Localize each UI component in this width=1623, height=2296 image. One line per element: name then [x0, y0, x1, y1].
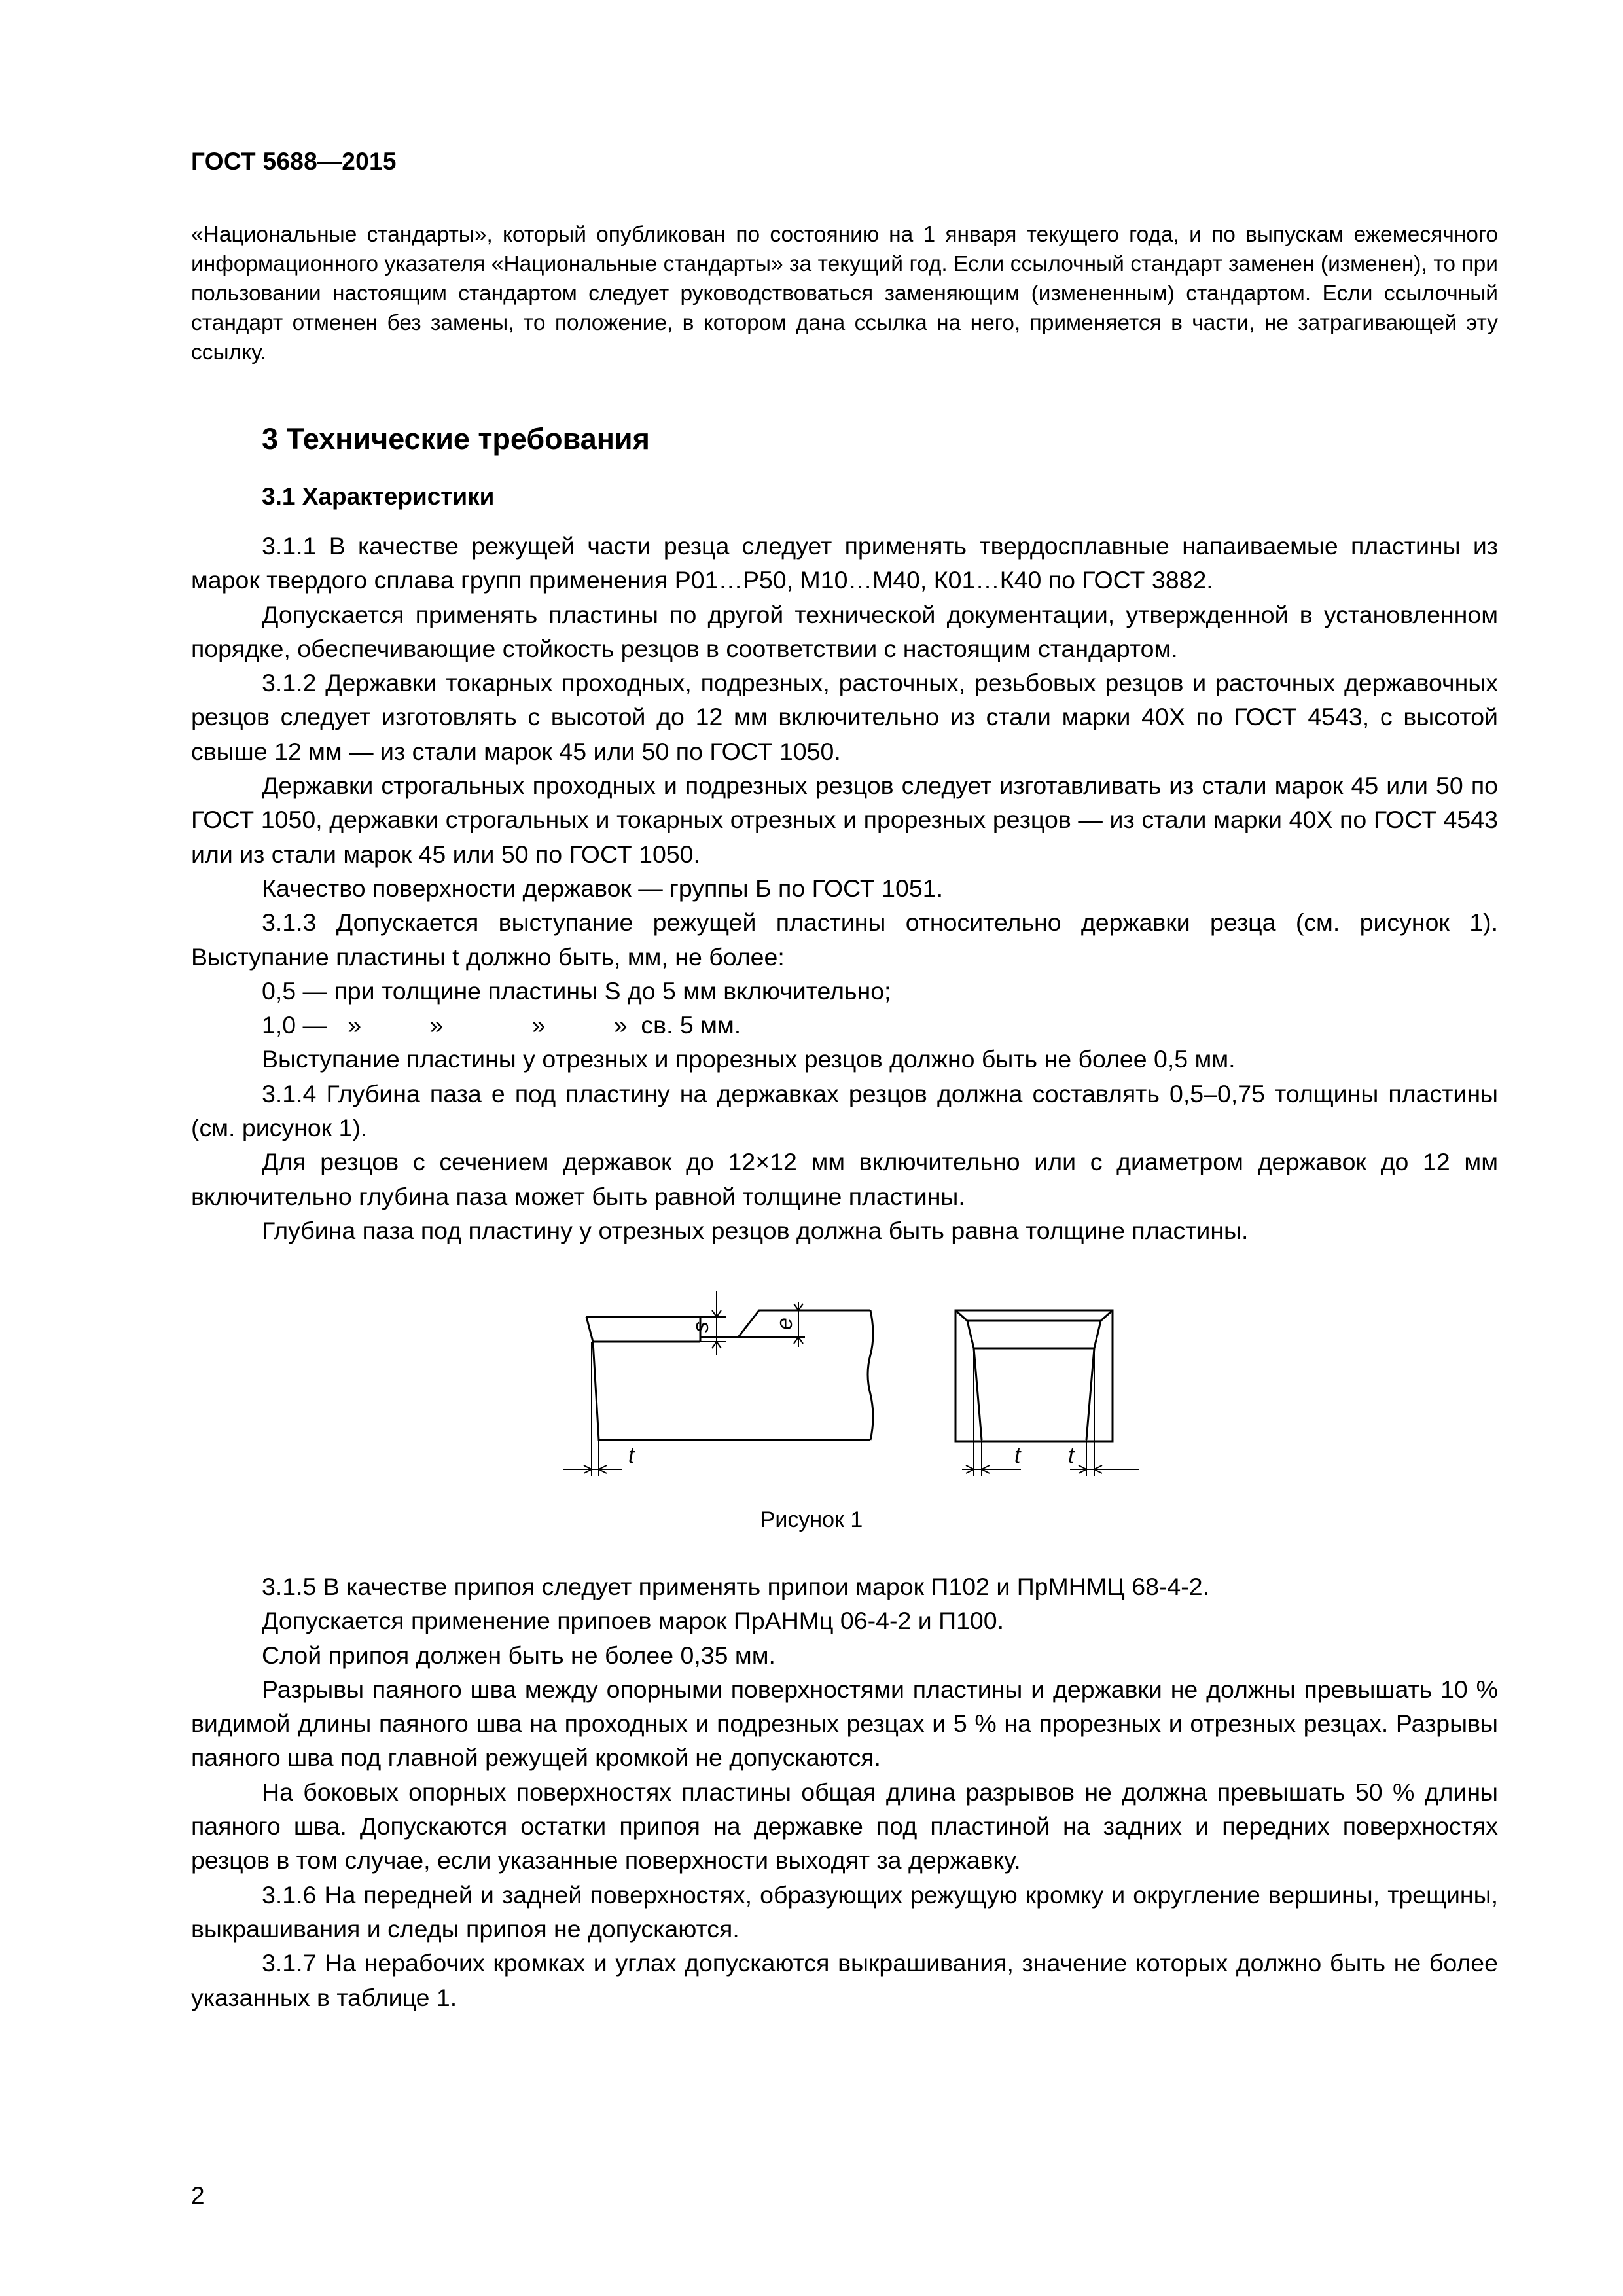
protrusion-line-1: 0,5 — при толщине пластины S до 5 мм включительно; [262, 977, 891, 1005]
paragraph-side-surfaces: На боковых опорных поверхностях пластины общая длина разрывов не должна превышать 50 % длины паяного шва. Допускаются остатки припоя на державке под пластиной на задних и передних поверхностях резцов в том случае, если указанные поверхности выходят за державку. [191, 1778, 1498, 1874]
paragraph-cutoff-groove: Глубина паза под пластину у отрезных резцов должна быть равна толщине пластины. [262, 1216, 1249, 1244]
paragraph-solder-layer: Слой припоя должен быть не более 0,35 мм. [262, 1641, 776, 1669]
protrusion-line-2: 1,0 — » » » » св. 5 мм. [262, 1011, 741, 1039]
label-t-right-2: t [1068, 1443, 1075, 1468]
paragraph-solder-alt: Допускается применение припоев марок ПрАНМц 06-4-2 и П100. [262, 1607, 1005, 1635]
intro-text: «Национальные стандарты», который опубликован по состоянию на 1 января текущего года, и по выпускам ежемесячного информационного указателя «Национальные стандарты» за текущий год. Если ссылочный стандарт заменен (изменен), то при пользовании настоящим стандартом следует руководствоваться заменяющим (измененным) стандартом. Если ссылочный стандарт отменен без замены, то положение, в котором дана ссылка на него, применяется в части, не затрагивающей эту ссылку. [191, 223, 1498, 365]
paragraph-3-1-7: 3.1.7 На нерабочих кромках и углах допускаются выкрашивания, значение которых должно быть не более указанных в таблице 1. [191, 1949, 1498, 2011]
cutter-front-view [955, 1310, 1113, 1476]
subsection-title: 3.1 Характеристики [262, 483, 495, 510]
document-header: ГОСТ 5688—2015 [191, 148, 397, 175]
paragraph-3-1-2: 3.1.2 Державки токарных проходных, подрезных, расточных, резьбовых резцов и расточных державочных резцов следует изготовлять с высотой до 12 мм включительно из стали марки 40Х по ГОСТ 4543, с высотой свыше 12 мм — из стали марок 45 или 50 по ГОСТ 1050. [191, 669, 1498, 765]
paragraph-3-1-5: 3.1.5 В качестве припоя следует применять припои марок П102 и ПрМНМЦ 68-4-2. [262, 1573, 1210, 1600]
page-number: 2 [191, 2182, 205, 2209]
label-t-left: t [628, 1443, 635, 1468]
paragraph-3-1-4: 3.1.4 Глубина паза е под пластину на державках резцов должна составлять 0,5–0,75 толщины пластины (см. рисунок 1). [191, 1079, 1498, 1142]
paragraph-small-holders: Для резцов с сечением державок до 12×12 мм включительно или с диаметром державок до 12 мм включительно глубина паза может быть равной толщине пластины. [191, 1148, 1498, 1210]
figure-1-drawing [563, 1283, 1139, 1499]
paragraph-3-1-3: 3.1.3 Допускается выступание режущей пластины относительно державки резца (см. рисунок 1). Выступание пластины t должно быть, мм, не более: [191, 908, 1498, 971]
figure-caption: Рисунок 1 [760, 1507, 863, 1532]
paragraph-alt-plates: Допускается применять пластины по другой технической документации, утвержденной в установленном порядке, обеспечивающие стойкость резцов в соответствии с настоящим стандартом. [191, 600, 1498, 662]
intro-paragraph [191, 220, 1498, 367]
body-text-block-2 [191, 1570, 1498, 2015]
section-title: 3 Технические требования [262, 422, 650, 456]
label-s: s [688, 1321, 713, 1333]
paragraph-planing-holders: Державки строгальных проходных и подрезных резцов следует изготавливать из стали марок 45 или 50 по ГОСТ 1050, державки строгальных и токарных отрезных и прорезных резцов — из стали марки 40Х по ГОСТ 4543 или из стали марок 45 или 50 по ГОСТ 1050. [191, 772, 1498, 868]
paragraph-cutoff-protrusion: Выступание пластины у отрезных и прорезных резцов должно быть не более 0,5 мм. [262, 1045, 1236, 1073]
paragraph-3-1-1: 3.1.1 В качестве режущей части резца следует применять твердосплавные напаиваемые пластины из марок твердого сплава групп применения Р01…Р50, М10…М40, К01…К40 по ГОСТ 3882. [191, 532, 1498, 594]
label-t-right-1: t [1014, 1443, 1021, 1468]
paragraph-surface-quality: Качество поверхности державок — группы Б по ГОСТ 1051. [262, 874, 943, 902]
label-e: e [772, 1318, 797, 1330]
dimension-t-right [962, 1465, 1139, 1473]
paragraph-seam-gaps: Разрывы паяного шва между опорными поверхностями пластины и державки не должны превышать 10 % видимой длины паяного шва на проходных и подрезных резцах и 5 % на прорезных и отрезных резцах. Разрывы паяного шва под главной режущей кромкой не допускаются. [191, 1675, 1498, 1772]
paragraph-3-1-6: 3.1.6 На передней и задней поверхностях, образующих режущую кромку и округление вершины, трещины, выкрашивания и следы припоя не допускаются. [191, 1880, 1498, 1943]
body-text-block [191, 529, 1498, 1247]
